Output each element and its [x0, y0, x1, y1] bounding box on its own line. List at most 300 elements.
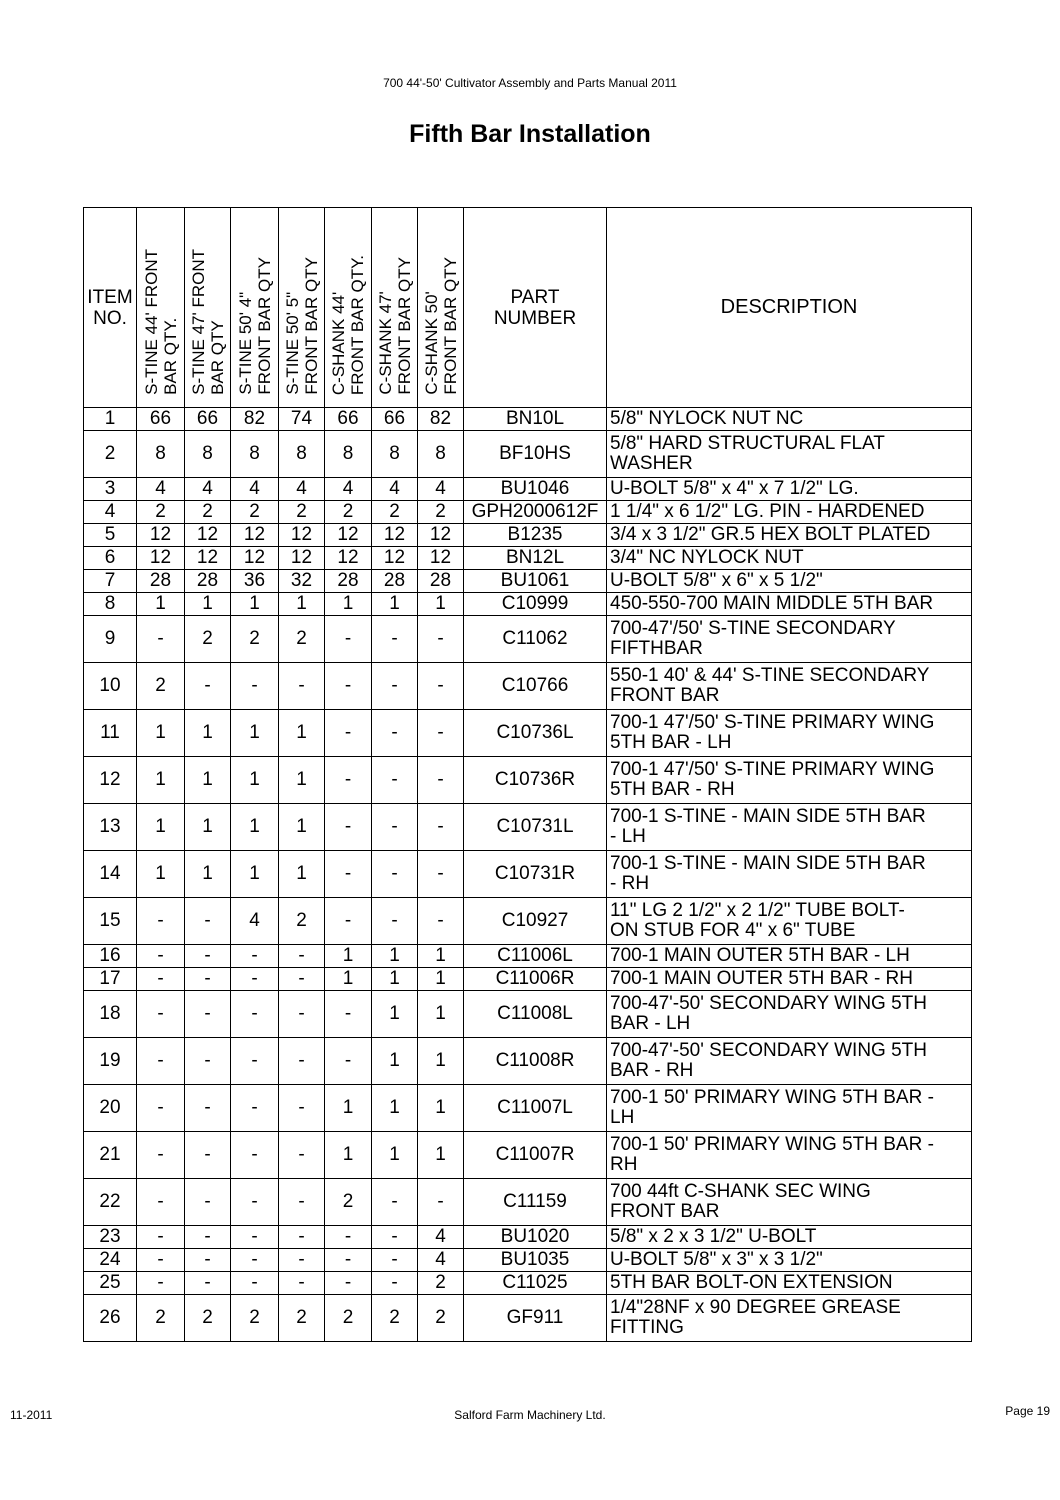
quantity-cell: -	[372, 1226, 418, 1249]
table-row	[84, 524, 972, 547]
quantity-cell: -	[137, 1226, 185, 1249]
quantity-cell: 82	[231, 408, 279, 431]
quantity-cell: 2	[325, 1295, 372, 1342]
quantity-cell: 28	[137, 570, 185, 593]
quantity-cell: -	[372, 851, 418, 898]
table-row	[84, 1249, 972, 1272]
quantity-cell: -	[137, 616, 185, 663]
quantity-cell: -	[325, 804, 372, 851]
table-row	[84, 547, 972, 570]
quantity-cell: -	[231, 945, 279, 968]
quantity-cell: 1	[372, 1085, 418, 1132]
item-number-cell: 8	[84, 593, 137, 616]
quantity-cell: 1	[418, 945, 464, 968]
part-number-cell: C11062	[464, 616, 607, 663]
table-row	[84, 593, 972, 616]
quantity-cell: -	[185, 1038, 231, 1085]
quantity-cell: 2	[279, 616, 325, 663]
description-cell: 700-47'/50' S-TINE SECONDARY FIFTHBAR	[607, 616, 972, 663]
quantity-cell: 12	[325, 524, 372, 547]
item-number-cell: 20	[84, 1085, 137, 1132]
quantity-cell: 4	[418, 478, 464, 501]
item-number-cell: 21	[84, 1132, 137, 1179]
quantity-cell: -	[137, 1272, 185, 1295]
part-number-cell: B1235	[464, 524, 607, 547]
quantity-cell: 1	[418, 593, 464, 616]
description-cell: 3/4 x 3 1/2" GR.5 HEX BOLT PLATED	[607, 524, 972, 547]
column-header-stine-50-4: S-TINE 50' 4" FRONT BAR QTY	[231, 208, 279, 408]
item-number-cell: 26	[84, 1295, 137, 1342]
quantity-cell: 1	[231, 851, 279, 898]
quantity-cell: -	[372, 1249, 418, 1272]
quantity-cell: -	[325, 898, 372, 945]
quantity-cell: -	[185, 1249, 231, 1272]
quantity-cell: 1	[137, 757, 185, 804]
quantity-cell: 1	[279, 710, 325, 757]
quantity-cell: -	[372, 1179, 418, 1226]
quantity-cell: -	[325, 851, 372, 898]
quantity-cell: 12	[418, 524, 464, 547]
quantity-cell: -	[231, 1085, 279, 1132]
quantity-cell: -	[137, 1038, 185, 1085]
description-cell: 550-1 40' & 44' S-TINE SECONDARY FRONT BAR	[607, 663, 972, 710]
quantity-cell: 4	[372, 478, 418, 501]
column-header-description: DESCRIPTION	[607, 208, 972, 408]
column-header-stine-47: S-TINE 47' FRONT BAR QTY	[185, 208, 231, 408]
quantity-cell: 1	[279, 593, 325, 616]
quantity-cell: 1	[418, 1038, 464, 1085]
quantity-cell: 12	[185, 547, 231, 570]
quantity-cell: 2	[372, 501, 418, 524]
quantity-cell: -	[325, 991, 372, 1038]
quantity-cell: 1	[185, 757, 231, 804]
quantity-cell: 1	[372, 991, 418, 1038]
quantity-cell: 66	[372, 408, 418, 431]
quantity-cell: 4	[325, 478, 372, 501]
quantity-cell: -	[279, 1085, 325, 1132]
table-row	[84, 991, 972, 1038]
quantity-cell: -	[137, 898, 185, 945]
quantity-cell: 2	[279, 1295, 325, 1342]
item-number-cell: 18	[84, 991, 137, 1038]
quantity-cell: 2	[137, 501, 185, 524]
part-number-cell: BF10HS	[464, 431, 607, 478]
quantity-cell: 4	[418, 1249, 464, 1272]
quantity-cell: -	[279, 1132, 325, 1179]
quantity-cell: -	[418, 898, 464, 945]
quantity-cell: 82	[418, 408, 464, 431]
part-number-cell: C11006R	[464, 968, 607, 991]
part-number-cell: C10736L	[464, 710, 607, 757]
page-title: Fifth Bar Installation	[409, 120, 651, 148]
quantity-cell: -	[279, 663, 325, 710]
quantity-cell: 1	[231, 804, 279, 851]
quantity-cell: -	[418, 616, 464, 663]
description-cell: 700-47'-50' SECONDARY WING 5TH BAR - LH	[607, 991, 972, 1038]
document-header: 700 44'-50' Cultivator Assembly and Parts Manual 2011	[383, 76, 677, 90]
quantity-cell: -	[185, 1272, 231, 1295]
quantity-cell: -	[279, 968, 325, 991]
quantity-cell: -	[372, 663, 418, 710]
description-cell: 700-1 S-TINE - MAIN SIDE 5TH BAR - RH	[607, 851, 972, 898]
quantity-cell: 1	[231, 757, 279, 804]
description-cell: U-BOLT 5/8" x 3" x 3 1/2"	[607, 1249, 972, 1272]
item-number-cell: 7	[84, 570, 137, 593]
quantity-cell: -	[279, 1272, 325, 1295]
item-number-cell: 6	[84, 547, 137, 570]
description-cell: 700-1 50' PRIMARY WING 5TH BAR - LH	[607, 1085, 972, 1132]
quantity-cell: 2	[137, 663, 185, 710]
description-cell: 700-1 50' PRIMARY WING 5TH BAR - RH	[607, 1132, 972, 1179]
quantity-cell: -	[185, 991, 231, 1038]
table-header-row	[84, 208, 972, 408]
part-number-cell: C10736R	[464, 757, 607, 804]
description-cell: 700-1 S-TINE - MAIN SIDE 5TH BAR - LH	[607, 804, 972, 851]
quantity-cell: -	[372, 898, 418, 945]
part-number-cell: C11006L	[464, 945, 607, 968]
part-number-cell: BU1046	[464, 478, 607, 501]
table-row	[84, 570, 972, 593]
quantity-cell: 12	[137, 547, 185, 570]
quantity-cell: 66	[137, 408, 185, 431]
quantity-cell: 12	[137, 524, 185, 547]
item-number-cell: 19	[84, 1038, 137, 1085]
quantity-cell: 8	[372, 431, 418, 478]
item-number-cell: 1	[84, 408, 137, 431]
quantity-cell: 1	[372, 968, 418, 991]
item-number-cell: 11	[84, 710, 137, 757]
table-row	[84, 478, 972, 501]
description-cell: 700-1 47'/50' S-TINE PRIMARY WING 5TH BAR - LH	[607, 710, 972, 757]
quantity-cell: 4	[137, 478, 185, 501]
column-header-stine-44: S-TINE 44' FRONT BAR QTY.	[137, 208, 185, 408]
part-number-cell: GPH2000612F	[464, 501, 607, 524]
part-number-cell: C10766	[464, 663, 607, 710]
item-number-cell: 24	[84, 1249, 137, 1272]
quantity-cell: -	[185, 1226, 231, 1249]
table-row	[84, 968, 972, 991]
quantity-cell: 1	[279, 851, 325, 898]
part-number-cell: C10731R	[464, 851, 607, 898]
quantity-cell: -	[185, 1132, 231, 1179]
part-number-cell: C10927	[464, 898, 607, 945]
quantity-cell: -	[325, 1272, 372, 1295]
quantity-cell: 1	[372, 945, 418, 968]
column-header-stine-50-5: S-TINE 50' 5" FRONT BAR QTY	[279, 208, 325, 408]
quantity-cell: -	[231, 991, 279, 1038]
quantity-cell: -	[418, 663, 464, 710]
quantity-cell: 8	[185, 431, 231, 478]
quantity-cell: 2	[418, 501, 464, 524]
quantity-cell: -	[325, 1226, 372, 1249]
part-number-cell: BU1020	[464, 1226, 607, 1249]
table-row	[84, 1132, 972, 1179]
quantity-cell: -	[418, 1179, 464, 1226]
quantity-cell: -	[418, 710, 464, 757]
footer-date: 11-2011	[10, 1408, 53, 1422]
quantity-cell: -	[231, 1132, 279, 1179]
part-number-cell: BU1035	[464, 1249, 607, 1272]
quantity-cell: -	[418, 804, 464, 851]
quantity-cell: -	[325, 663, 372, 710]
quantity-cell: 1	[418, 991, 464, 1038]
quantity-cell: 4	[418, 1226, 464, 1249]
quantity-cell: -	[279, 945, 325, 968]
item-number-cell: 3	[84, 478, 137, 501]
quantity-cell: 1	[185, 804, 231, 851]
part-number-cell: C10999	[464, 593, 607, 616]
quantity-cell: 1	[279, 804, 325, 851]
quantity-cell: 2	[325, 1179, 372, 1226]
quantity-cell: 1	[325, 968, 372, 991]
quantity-cell: -	[279, 991, 325, 1038]
quantity-cell: -	[137, 991, 185, 1038]
quantity-cell: -	[279, 1226, 325, 1249]
quantity-cell: 2	[185, 616, 231, 663]
table-row	[84, 616, 972, 663]
part-number-cell: C11007L	[464, 1085, 607, 1132]
description-cell: 5/8" HARD STRUCTURAL FLAT WASHER	[607, 431, 972, 478]
quantity-cell: 12	[279, 547, 325, 570]
description-cell: 11" LG 2 1/2" x 2 1/2" TUBE BOLT- ON STUB FOR 4" x 6" TUBE	[607, 898, 972, 945]
quantity-cell: -	[325, 1038, 372, 1085]
table-row	[84, 1038, 972, 1085]
quantity-cell: 12	[231, 524, 279, 547]
quantity-cell: 12	[325, 547, 372, 570]
quantity-cell: -	[325, 710, 372, 757]
table-row	[84, 1226, 972, 1249]
quantity-cell: 2	[231, 501, 279, 524]
table-row	[84, 663, 972, 710]
table-row	[84, 804, 972, 851]
item-number-cell: 13	[84, 804, 137, 851]
quantity-cell: 1	[325, 945, 372, 968]
quantity-cell: 12	[418, 547, 464, 570]
quantity-cell: -	[418, 757, 464, 804]
description-cell: 700-47'-50' SECONDARY WING 5TH BAR - RH	[607, 1038, 972, 1085]
quantity-cell: 1	[231, 593, 279, 616]
quantity-cell: -	[231, 968, 279, 991]
quantity-cell: 1	[325, 1085, 372, 1132]
quantity-cell: 66	[325, 408, 372, 431]
quantity-cell: -	[231, 1272, 279, 1295]
quantity-cell: 8	[231, 431, 279, 478]
quantity-cell: 1	[418, 968, 464, 991]
table-row	[84, 431, 972, 478]
quantity-cell: -	[325, 616, 372, 663]
table-row	[84, 1272, 972, 1295]
column-header-part-number: PART NUMBER	[464, 208, 607, 408]
quantity-cell: 2	[231, 1295, 279, 1342]
description-cell: U-BOLT 5/8" x 6" x 5 1/2"	[607, 570, 972, 593]
part-number-cell: C11025	[464, 1272, 607, 1295]
quantity-cell: -	[185, 898, 231, 945]
quantity-cell: 1	[231, 710, 279, 757]
description-cell: 700-1 MAIN OUTER 5TH BAR - LH	[607, 945, 972, 968]
item-number-cell: 25	[84, 1272, 137, 1295]
quantity-cell: -	[372, 1272, 418, 1295]
description-cell: 3/4" NC NYLOCK NUT	[607, 547, 972, 570]
part-number-cell: BN10L	[464, 408, 607, 431]
item-number-cell: 16	[84, 945, 137, 968]
quantity-cell: 1	[185, 593, 231, 616]
item-number-cell: 10	[84, 663, 137, 710]
quantity-cell: 12	[372, 547, 418, 570]
quantity-cell: -	[279, 1179, 325, 1226]
quantity-cell: 2	[418, 1295, 464, 1342]
table-row	[84, 1295, 972, 1342]
table-row	[84, 945, 972, 968]
quantity-cell: -	[137, 1179, 185, 1226]
quantity-cell: 1	[137, 593, 185, 616]
quantity-cell: -	[231, 1038, 279, 1085]
quantity-cell: -	[372, 710, 418, 757]
quantity-cell: 8	[418, 431, 464, 478]
quantity-cell: -	[231, 1179, 279, 1226]
table-row	[84, 757, 972, 804]
parts-table	[83, 207, 972, 1342]
quantity-cell: 2	[231, 616, 279, 663]
quantity-cell: 1	[325, 1132, 372, 1179]
part-number-cell: GF911	[464, 1295, 607, 1342]
description-cell: 5TH BAR BOLT-ON EXTENSION	[607, 1272, 972, 1295]
quantity-cell: 1	[137, 851, 185, 898]
quantity-cell: 8	[137, 431, 185, 478]
quantity-cell: 74	[279, 408, 325, 431]
quantity-cell: -	[325, 757, 372, 804]
footer-company: Salford Farm Machinery Ltd.	[454, 1408, 606, 1422]
quantity-cell: 2	[279, 501, 325, 524]
quantity-cell: 1	[418, 1132, 464, 1179]
description-cell: 1 1/4" x 6 1/2" LG. PIN - HARDENED	[607, 501, 972, 524]
part-number-cell: C10731L	[464, 804, 607, 851]
quantity-cell: 1	[325, 593, 372, 616]
quantity-cell: 1	[418, 1085, 464, 1132]
quantity-cell: 2	[137, 1295, 185, 1342]
quantity-cell: -	[137, 1132, 185, 1179]
quantity-cell: 32	[279, 570, 325, 593]
item-number-cell: 15	[84, 898, 137, 945]
table-row	[84, 501, 972, 524]
footer-page-number: Page 19	[1005, 1404, 1050, 1418]
quantity-cell: 2	[185, 1295, 231, 1342]
part-number-cell: C11159	[464, 1179, 607, 1226]
quantity-cell: 28	[418, 570, 464, 593]
description-cell: 450-550-700 MAIN MIDDLE 5TH BAR	[607, 593, 972, 616]
part-number-cell: C11007R	[464, 1132, 607, 1179]
quantity-cell: 8	[279, 431, 325, 478]
quantity-cell: -	[418, 851, 464, 898]
quantity-cell: 12	[185, 524, 231, 547]
quantity-cell: -	[137, 945, 185, 968]
item-number-cell: 2	[84, 431, 137, 478]
description-cell: U-BOLT 5/8" x 4" x 7 1/2" LG.	[607, 478, 972, 501]
table-row	[84, 1179, 972, 1226]
quantity-cell: 2	[185, 501, 231, 524]
quantity-cell: 1	[137, 710, 185, 757]
quantity-cell: -	[185, 1179, 231, 1226]
quantity-cell: 28	[372, 570, 418, 593]
column-header-cshank-47: C-SHANK 47' FRONT BAR QTY	[372, 208, 418, 408]
quantity-cell: -	[185, 945, 231, 968]
quantity-cell: -	[231, 663, 279, 710]
part-number-cell: BU1061	[464, 570, 607, 593]
part-number-cell: C11008R	[464, 1038, 607, 1085]
item-number-cell: 17	[84, 968, 137, 991]
table-row	[84, 1085, 972, 1132]
quantity-cell: 66	[185, 408, 231, 431]
quantity-cell: 8	[325, 431, 372, 478]
table-row	[84, 898, 972, 945]
quantity-cell: 1	[185, 851, 231, 898]
quantity-cell: 2	[325, 501, 372, 524]
column-header-item-no: ITEM NO.	[84, 208, 137, 408]
quantity-cell: 1	[372, 1132, 418, 1179]
quantity-cell: -	[372, 804, 418, 851]
quantity-cell: 4	[231, 478, 279, 501]
quantity-cell: -	[279, 1249, 325, 1272]
quantity-cell: 1	[279, 757, 325, 804]
parts-table-body	[84, 408, 972, 1342]
quantity-cell: 1	[372, 1038, 418, 1085]
part-number-cell: C11008L	[464, 991, 607, 1038]
quantity-cell: 2	[372, 1295, 418, 1342]
quantity-cell: -	[185, 663, 231, 710]
description-cell: 5/8" x 2 x 3 1/2" U-BOLT	[607, 1226, 972, 1249]
quantity-cell: 36	[231, 570, 279, 593]
quantity-cell: 4	[231, 898, 279, 945]
quantity-cell: 12	[231, 547, 279, 570]
quantity-cell: -	[185, 1085, 231, 1132]
quantity-cell: -	[279, 1038, 325, 1085]
quantity-cell: -	[231, 1249, 279, 1272]
column-header-cshank-44: C-SHANK 44' FRONT BAR QTY.	[325, 208, 372, 408]
quantity-cell: 1	[372, 593, 418, 616]
table-row	[84, 851, 972, 898]
item-number-cell: 9	[84, 616, 137, 663]
item-number-cell: 14	[84, 851, 137, 898]
item-number-cell: 12	[84, 757, 137, 804]
quantity-cell: 4	[185, 478, 231, 501]
description-cell: 1/4"28NF x 90 DEGREE GREASE FITTING	[607, 1295, 972, 1342]
quantity-cell: 12	[372, 524, 418, 547]
column-header-cshank-50: C-SHANK 50' FRONT BAR QTY	[418, 208, 464, 408]
table-row	[84, 710, 972, 757]
quantity-cell: -	[137, 1249, 185, 1272]
description-cell: 700-1 MAIN OUTER 5TH BAR - RH	[607, 968, 972, 991]
item-number-cell: 22	[84, 1179, 137, 1226]
description-cell: 5/8" NYLOCK NUT NC	[607, 408, 972, 431]
quantity-cell: -	[231, 1226, 279, 1249]
quantity-cell: 1	[185, 710, 231, 757]
quantity-cell: 4	[279, 478, 325, 501]
description-cell: 700-1 47'/50' S-TINE PRIMARY WING 5TH BAR - RH	[607, 757, 972, 804]
quantity-cell: 12	[279, 524, 325, 547]
part-number-cell: BN12L	[464, 547, 607, 570]
description-cell: 700 44ft C-SHANK SEC WING FRONT BAR	[607, 1179, 972, 1226]
item-number-cell: 5	[84, 524, 137, 547]
quantity-cell: -	[137, 968, 185, 991]
quantity-cell: 2	[279, 898, 325, 945]
quantity-cell: 1	[137, 804, 185, 851]
quantity-cell: -	[372, 616, 418, 663]
item-number-cell: 4	[84, 501, 137, 524]
quantity-cell: -	[325, 1249, 372, 1272]
quantity-cell: -	[372, 757, 418, 804]
item-number-cell: 23	[84, 1226, 137, 1249]
quantity-cell: 28	[185, 570, 231, 593]
table-row	[84, 408, 972, 431]
